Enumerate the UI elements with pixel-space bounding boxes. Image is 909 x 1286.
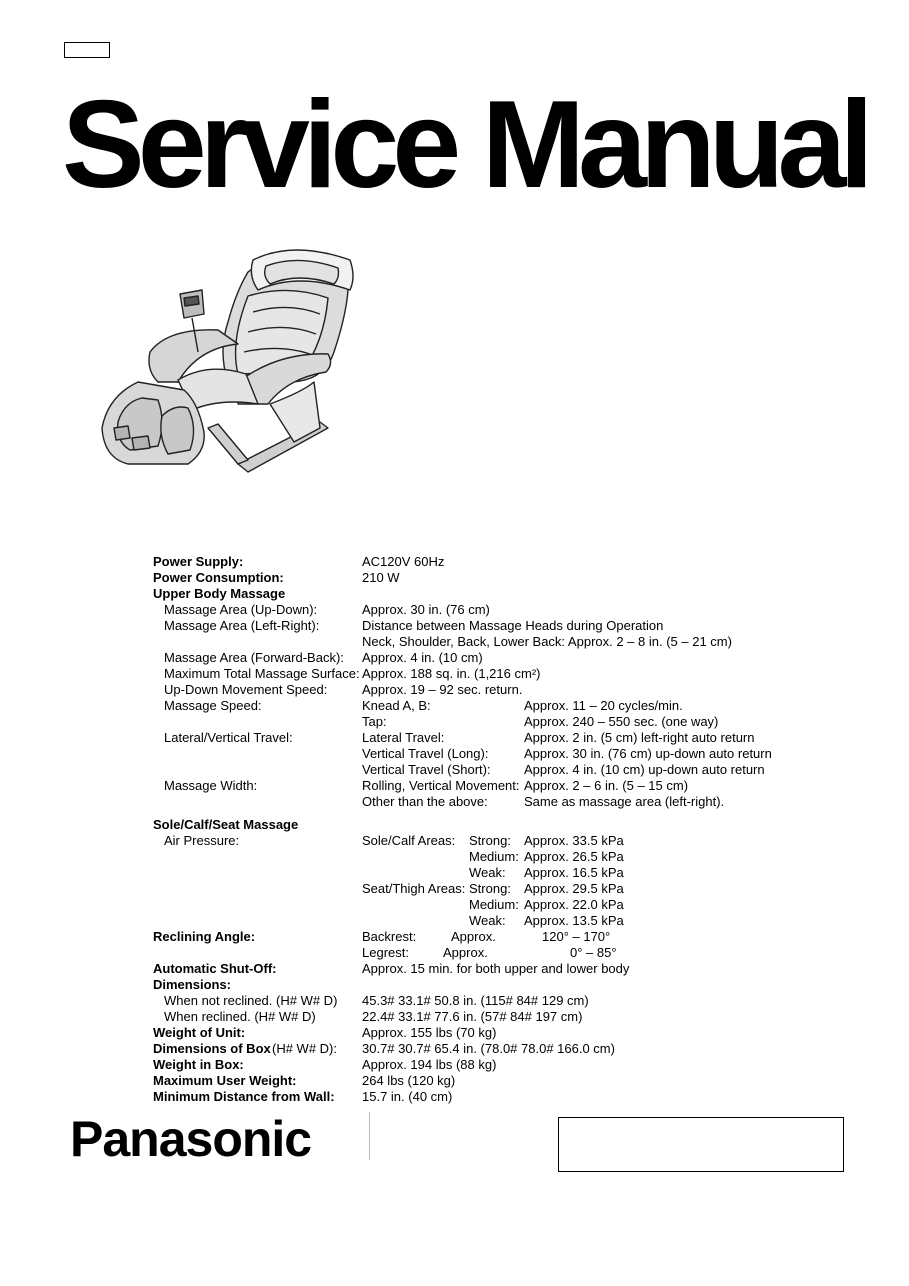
spec-sublabel: Approx. [451, 929, 496, 944]
spec-sublabel: Vertical Travel (Short): [362, 762, 491, 777]
spec-value: Approx. 4 in. (10 cm) [362, 650, 483, 665]
spec-label: Maximum Total Massage Surface: [164, 666, 360, 681]
section-heading: Sole/Calf/Seat Massage [153, 817, 299, 832]
spec-sublabel: Knead A, B: [362, 698, 431, 713]
spec-value: AC120V 60Hz [362, 554, 445, 569]
spec-value: Approx. 188 sq. in. (1,216 cm²) [362, 666, 541, 681]
spec-value: Same as massage area (left-right). [524, 794, 725, 809]
spec-sublabel: Seat/Thigh Areas: [362, 881, 466, 896]
spec-label: Dimensions of Box [153, 1041, 271, 1056]
level-label: Medium: [469, 849, 519, 864]
spec-label: Maximum User Weight: [153, 1073, 297, 1088]
spec-value: 0° – 85° [570, 945, 617, 960]
spec-value: 120° – 170° [542, 929, 611, 944]
spec-value: 30.7# 30.7# 65.4 in. (78.0# 78.0# 166.0 cm) [362, 1041, 615, 1056]
spec-sublabel: Other than the above: [362, 794, 488, 809]
spec-value: Neck, Shoulder, Back, Lower Back: Approx. 2 – 8 in. (5 – 21 cm) [362, 634, 732, 649]
spec-label: Massage Area (Forward-Back): [164, 650, 344, 665]
spec-label: Power Supply: [153, 554, 244, 569]
spec-value: 264 lbs (120 kg) [362, 1073, 456, 1088]
level-label: Weak: [469, 865, 506, 880]
panasonic-logo: Panasonic [70, 1111, 312, 1167]
spec-label: Lateral/Vertical Travel: [164, 730, 293, 745]
spec-sublabel: Rolling, Vertical Movement: [362, 778, 520, 793]
massage-chair-illustration [88, 232, 364, 502]
spec-value: Approx. 194 lbs (88 kg) [362, 1057, 497, 1072]
spec-sublabel: Lateral Travel: [362, 730, 445, 745]
spec-value: Approx. 29.5 kPa [524, 881, 624, 896]
spec-label: When reclined. (H# W# D) [164, 1009, 316, 1024]
spec-sublabel: Tap: [362, 714, 387, 729]
spec-value: Approx. 33.5 kPa [524, 833, 624, 848]
spec-label: Massage Speed: [164, 698, 262, 713]
level-label: Weak: [469, 913, 506, 928]
page-title: Service Manual [62, 76, 867, 214]
level-label: Strong: [469, 881, 511, 896]
spec-value: Approx. 30 in. (76 cm) [362, 602, 490, 617]
spec-value: Approx. 15 min. for both upper and lower body [362, 961, 630, 976]
spec-value: Approx. 22.0 kPa [524, 897, 624, 912]
spec-value: 22.4# 33.1# 77.6 in. (57# 84# 197 cm) [362, 1009, 583, 1024]
spec-value: Approx. 16.5 kPa [524, 865, 624, 880]
spec-value: Approx. 2 in. (5 cm) left-right auto return [524, 730, 755, 745]
spec-value: Approx. 26.5 kPa [524, 849, 624, 864]
spec-label: Dimensions: [153, 977, 232, 992]
spec-value: 210 W [362, 570, 400, 585]
spec-label: Weight in Box: [153, 1057, 244, 1072]
order-number-box [64, 42, 110, 58]
spec-value: Approx. 30 in. (76 cm) up-down auto return [524, 746, 772, 761]
spec-value: 45.3# 33.1# 50.8 in. (115# 84# 129 cm) [362, 993, 589, 1008]
spec-value: Approx. 13.5 kPa [524, 913, 624, 928]
spec-label: Massage Width: [164, 778, 258, 793]
level-label: Medium: [469, 897, 519, 912]
spec-value: Approx. 240 – 550 sec. (one way) [524, 714, 719, 729]
spec-label: Reclining Angle: [153, 929, 256, 944]
spec-label: Weight of Unit: [153, 1025, 246, 1040]
model-number-box [558, 1117, 844, 1172]
spec-label: When not reclined. (H# W# D) [164, 993, 338, 1008]
logo-divider [369, 1112, 370, 1160]
spec-value: Approx. 4 in. (10 cm) up-down auto return [524, 762, 765, 777]
spec-label: Automatic Shut-Off: [153, 961, 277, 976]
spec-sublabel: Approx. [443, 945, 488, 960]
level-label: Strong: [469, 833, 511, 848]
spec-label: Air Pressure: [164, 833, 240, 848]
spec-value: Approx. 155 lbs (70 kg) [362, 1025, 497, 1040]
section-heading: Upper Body Massage [153, 586, 286, 601]
spec-label: Up-Down Movement Speed: [164, 682, 328, 697]
spec-label: Massage Area (Left-Right): [164, 618, 320, 633]
spec-value: 15.7 in. (40 cm) [362, 1089, 453, 1104]
spec-value: Distance between Massage Heads during Operation [362, 618, 664, 633]
spec-sublabel: Legrest: [362, 945, 409, 960]
spec-value: Approx. 11 – 20 cycles/min. [524, 698, 683, 713]
spec-sublabel: Backrest: [362, 929, 417, 944]
spec-label: Power Consumption: [153, 570, 284, 585]
spec-sublabel: Vertical Travel (Long): [362, 746, 489, 761]
spec-label: Massage Area (Up-Down): [164, 602, 318, 617]
spec-value: Approx. 19 – 92 sec. return. [362, 682, 523, 697]
spec-value: Approx. 2 – 6 in. (5 – 15 cm) [524, 778, 689, 793]
spec-label: Minimum Distance from Wall: [153, 1089, 335, 1104]
spec-label: (H# W# D): [272, 1041, 337, 1056]
spec-sublabel: Sole/Calf Areas: [362, 833, 456, 848]
